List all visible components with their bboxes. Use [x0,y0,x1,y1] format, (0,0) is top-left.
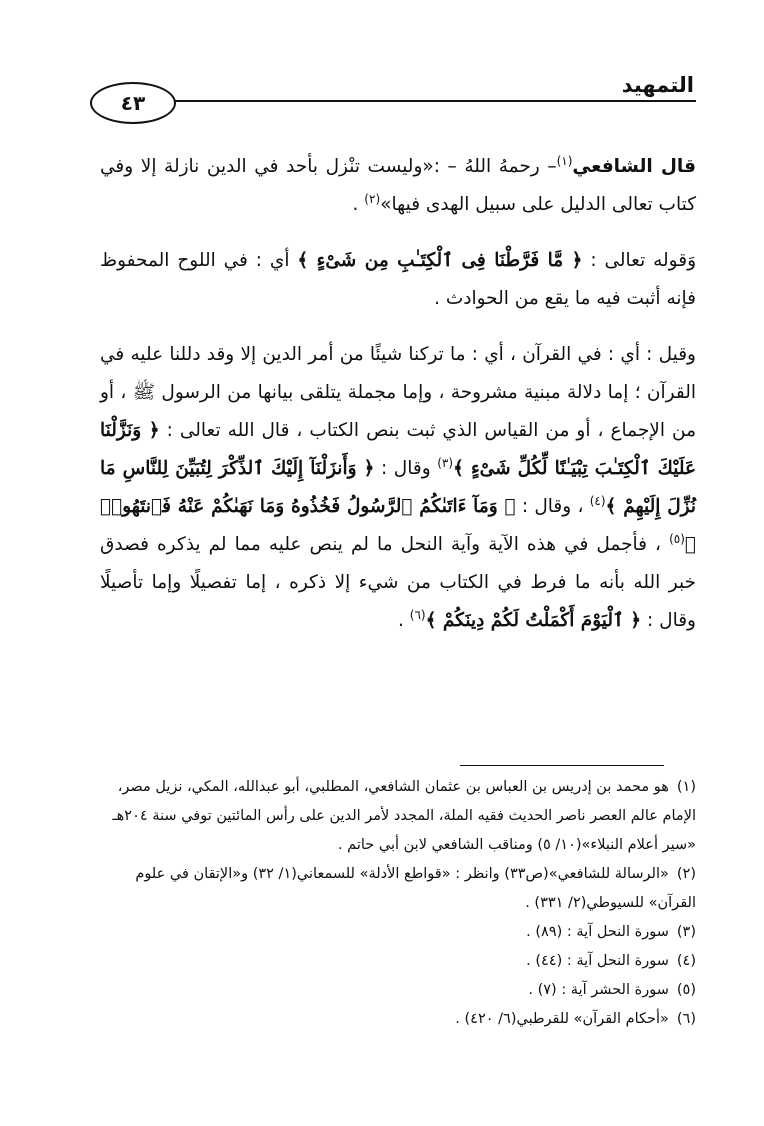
paragraph-1-text: – رحمهُ اللهُ – :«وليست تنْزل بأحد في الدين نازلة إلا وفي كتاب تعالى الدليل على سبيل الهدى فيها» [100,156,696,215]
paragraph-3 [100,336,696,640]
footnote-separator [460,765,664,766]
quran-verse-2: ﴿ وَنَزَّلْنَا عَلَيْكَ ٱلْكِتَـٰبَ تِبْيَـٰنًا لِّكُلِّ شَىْءٍ ﴾ [100,420,696,479]
footnote [100,860,696,918]
paragraph-3-b: وقال : [374,458,438,479]
main-text [100,148,696,640]
footnote-ref-2[interactable]: (٢) [364,191,381,206]
footnote-mark: (٤) [676,953,696,969]
footnote-text: «أحكام القرآن» للقرطبي(٦/ ٤٢٠) . [455,1011,669,1027]
paragraph-2-intro: وَقوله تعالى : [582,250,697,271]
footnote [100,773,696,860]
paragraph-3-c: ، وقال : [515,496,590,517]
footnote-text: سورة النحل آية : (٤٤) . [526,953,669,969]
quran-verse-1: ﴿ مَّا فَرَّطْنَا فِى ٱلْكِتَـٰبِ مِن شَىْءٍ ﴾ [297,250,583,271]
footnotes [100,773,696,1034]
footnote-ref-1[interactable]: (١) [556,153,573,168]
paragraph-2 [100,242,696,318]
footnote-ref-6[interactable]: (٦) [409,607,426,622]
paragraph-1-lead: قال الشافعي [572,156,696,177]
footnote [100,918,696,947]
header-rule [125,100,696,102]
footnote-text: سورة النحل آية : (٨٩) . [526,924,669,940]
footnote-mark: (٥) [676,982,696,998]
footnote-ref-3[interactable]: (٣) [437,455,454,470]
footnote-text: سورة الحشر آية : (٧) . [528,982,669,998]
footnote-text: «الرسالة للشافعي»(ص٣٣) وانظر : «قواطع الأدلة» للسمعاني(١/ ٣٢) و«الإتقان في علوم القرآن» للسيوطي(٢/ ٣٣١) . [135,866,696,911]
paragraph-2-text: أي : في اللوح المحفوظ فإنه أثبت فيه ما يقع من الحوادث . [100,250,696,309]
paragraph-3-a: وقيل : أي : في القرآن ، أي : ما تركنا شيئًا من أمر الدين إلا وقد دللنا عليه في القرآن ؛ إما دلالة مبنية مشروحة ، وإما مجملة يتلقى بيانها من الرسول ﷺ ، أو من الإجماع ، أو من القياس الذي ثبت بنص الكتاب ، قال الله تعالى : [100,344,696,441]
paragraph-3-d: ، فأجمل في هذه الآية وآية النحل ما لم ينص عليه مما لم يذكره فصدق خبر الله بأنه ما فرط في الكتاب من شيء إلا ذكره ، إما تفصيلًا وإما تأصيلًا وقال : [100,534,696,631]
footnote [100,947,696,976]
paragraph-1 [100,148,696,224]
footnote-mark: (٢) [676,866,696,882]
quran-verse-4: ﴿ وَمَآ ءَاتَىٰكُمُ ٱلرَّسُولُ فَخُذُوهُ وَمَا نَهَىٰكُمْ عَنْهُ فَٱنتَهُوا۟ ﴾ [100,496,696,555]
footnote-mark: (٦) [676,1011,696,1027]
footnote [100,1005,696,1034]
quran-verse-5: ﴿ ٱلْيَوْمَ أَكْمَلْتُ لَكُمْ دِينَكُمْ ﴾ [425,610,642,631]
footnote-mark: (١) [676,779,696,795]
page-number-badge: ٤٣ [90,82,176,124]
footnote-ref-5[interactable]: (٥) [669,531,685,546]
running-header-title: التمهيد [621,73,694,97]
footnote [100,976,696,1005]
footnote-ref-4[interactable]: (٤) [589,493,606,508]
footnote-text: هو محمد بن إدريس بن العباس بن عثمان الشافعي، المطلبي، أبو عبدالله، المكي، نزيل مصر، الإمام عالم العصر ناصر الحديث فقيه الملة، المجدد لأمر الدين على رأس المائتين توفي سنة ٢٠٤هـ «سير أعلام النبلاء»(١٠/ ٥) ومناقب الشافعي لابن أبي حاتم . [112,779,696,853]
paragraph-3-e: . [397,610,410,631]
footnote-mark: (٣) [676,924,696,940]
quran-verse-3: ﴿ وَأَنزَلْنَآ إِلَيْكَ ٱلذِّكْرَ لِتُبَيِّنَ لِلنَّاسِ مَا نُزِّلَ إِلَيْهِمْ ﴾ [100,458,697,517]
paragraph-1-end: . [352,194,365,215]
